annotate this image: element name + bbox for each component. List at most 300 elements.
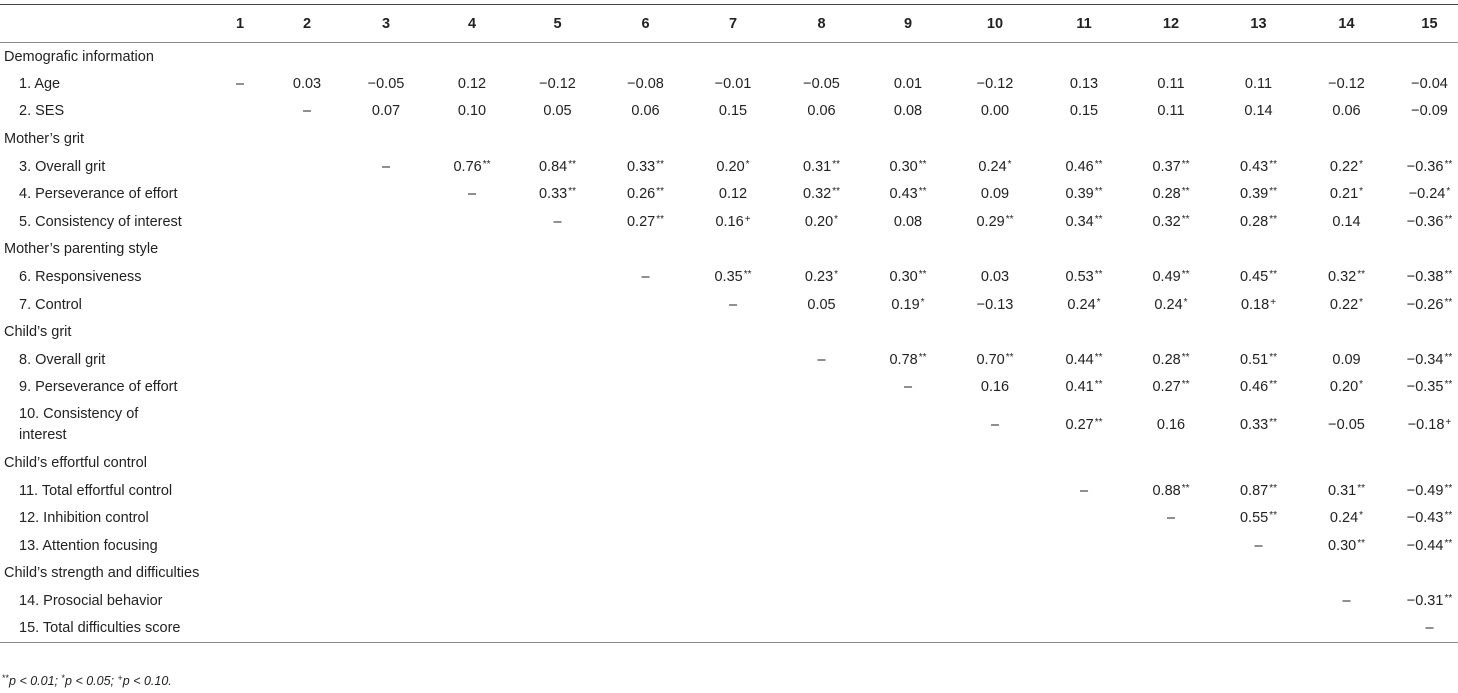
significance-mark: **: [656, 186, 665, 198]
correlation-value: −0.05: [803, 75, 840, 92]
significance-mark: **: [568, 158, 577, 170]
correlation-cell: [957, 374, 1033, 402]
section-label: Child’s effortful control: [4, 455, 147, 472]
correlation-cell: [1135, 477, 1207, 505]
footnote-text-2: p < 0.05;: [65, 674, 118, 688]
correlation-cell: [957, 504, 1033, 532]
correlation-cell: [784, 98, 859, 126]
correlation-cell: [957, 401, 1033, 449]
footnote-mark-1: **: [2, 673, 10, 683]
significance-mark: **: [918, 269, 927, 281]
correlation-value: –: [1254, 537, 1263, 554]
significance-mark: **: [1005, 351, 1014, 363]
correlation-value: 0.06: [807, 103, 836, 120]
correlation-cell: [1135, 346, 1207, 374]
correlation-cell: [859, 153, 957, 181]
correlation-value: 0.44: [1065, 351, 1094, 368]
significance-mark: **: [918, 351, 927, 363]
correlation-value: 0.03: [292, 75, 322, 92]
variable-label: 14. Prosocial behavior: [19, 592, 163, 609]
correlation-value: −0.34: [1406, 351, 1444, 368]
column-header: 14: [1310, 5, 1383, 43]
header-row: [0, 5, 1458, 43]
correlation-value: −0.13: [976, 296, 1014, 313]
section-row: [0, 236, 1458, 264]
correlation-cell: [334, 532, 438, 560]
correlation-cell: [1310, 401, 1383, 449]
correlation-value: 0.24: [978, 158, 1007, 175]
correlation-cell: [784, 153, 859, 181]
significance-mark: **: [1094, 186, 1103, 198]
row-label-cell: [0, 98, 200, 126]
correlation-value: 0.43: [1239, 158, 1269, 175]
correlation-cell: [334, 346, 438, 374]
row-label-cell: [0, 291, 200, 319]
significance-mark: **: [743, 269, 752, 281]
correlation-cell: [682, 477, 784, 505]
correlation-value: 0.11: [1157, 103, 1185, 120]
correlation-cell: [682, 70, 784, 98]
correlation-cell: [1383, 401, 1458, 449]
significance-mark: **: [1357, 482, 1366, 494]
correlation-cell: [609, 98, 682, 126]
significance-mark: *: [1446, 186, 1451, 198]
correlation-value: 0.01: [893, 75, 923, 92]
correlation-cell: [280, 291, 334, 319]
significance-mark: **: [1269, 417, 1278, 429]
correlation-cell: [334, 180, 438, 208]
correlation-value: −0.35: [1406, 379, 1444, 396]
correlation-value: −0.12: [1328, 75, 1365, 92]
correlation-cell: [280, 263, 334, 291]
correlation-cell: [957, 587, 1033, 615]
significance-mark: **: [1094, 417, 1103, 429]
correlation-value: 0.31: [1327, 482, 1357, 499]
correlation-value: 0.88: [1152, 482, 1181, 499]
significance-mark: **: [1181, 351, 1190, 363]
correlation-cell: [438, 615, 506, 643]
correlation-cell: [1033, 401, 1135, 449]
correlation-cell: [682, 208, 784, 236]
significance-mark: **: [1269, 269, 1278, 281]
correlation-cell: [859, 504, 957, 532]
significance-mark: **: [1094, 379, 1103, 391]
correlation-cell: [957, 615, 1033, 643]
correlation-value: 0.43: [889, 186, 918, 203]
correlation-value: 0.32: [1152, 213, 1181, 230]
correlation-cell: [859, 615, 957, 643]
correlation-cell: [1207, 587, 1310, 615]
correlation-cell: [784, 401, 859, 449]
correlation-value: 0.13: [1069, 75, 1099, 92]
correlation-value: 0.12: [718, 186, 748, 203]
correlation-cell: [506, 401, 609, 449]
correlation-cell: [1135, 374, 1207, 402]
correlation-value: 0.24: [1329, 510, 1359, 527]
significance-mark: **: [1444, 213, 1453, 225]
correlation-value: –: [1425, 620, 1434, 637]
correlation-value: 0.16: [1156, 417, 1186, 434]
significance-mark: **: [1181, 482, 1190, 494]
row-label-cell: [0, 477, 200, 505]
correlation-cell: [506, 477, 609, 505]
correlation-value: −0.24: [1408, 186, 1446, 203]
significance-mark: **: [1357, 269, 1366, 281]
correlation-cell: [784, 291, 859, 319]
correlation-value: −0.36: [1406, 213, 1444, 230]
variable-label: 1. Age: [19, 75, 61, 92]
column-header: 15: [1383, 5, 1458, 43]
correlation-cell: [1135, 180, 1207, 208]
correlation-cell: [1033, 208, 1135, 236]
variable-label: 13. Attention focusing: [19, 537, 158, 554]
correlation-cell: [280, 477, 334, 505]
correlation-cell: [438, 587, 506, 615]
correlation-cell: [280, 180, 334, 208]
correlation-value: 0.31: [802, 158, 832, 175]
correlation-value: 0.30: [1327, 537, 1357, 554]
correlation-value: 0.34: [1065, 213, 1094, 230]
significance-mark: **: [1269, 482, 1278, 494]
correlation-cell: [200, 153, 280, 181]
correlation-cell: [280, 98, 334, 126]
correlation-cell: [1207, 98, 1310, 126]
correlation-cell: [1207, 291, 1310, 319]
correlation-cell: [1135, 615, 1207, 643]
table-row: [0, 70, 1458, 98]
row-label-cell: [0, 374, 200, 402]
correlation-cell: [859, 98, 957, 126]
correlation-cell: [682, 401, 784, 449]
footnote-mark-3: +: [117, 673, 123, 683]
correlation-cell: [609, 263, 682, 291]
correlation-cell: [1310, 374, 1383, 402]
correlation-cell: [859, 401, 957, 449]
correlation-cell: [200, 346, 280, 374]
correlation-cell: [784, 374, 859, 402]
correlation-value: −0.26: [1406, 296, 1444, 313]
correlation-cell: [609, 401, 682, 449]
significance-mark: *: [1359, 510, 1364, 522]
significance-mark: **: [1444, 482, 1453, 494]
correlation-value: 0.09: [980, 186, 1010, 203]
correlation-value: 0.11: [1244, 75, 1273, 92]
variable-label: 15. Total difficulties score: [19, 620, 181, 637]
significance-mark: **: [1444, 537, 1453, 549]
table-row: [0, 346, 1458, 374]
correlation-value: 0.05: [807, 296, 836, 313]
correlation-cell: [1033, 346, 1135, 374]
correlation-cell: [280, 153, 334, 181]
significance-mark: **: [1269, 379, 1278, 391]
correlation-value: –: [467, 186, 477, 203]
correlation-cell: [682, 263, 784, 291]
column-header: 1: [200, 5, 280, 43]
correlation-value: 0.46: [1065, 158, 1094, 175]
correlation-value: 0.22: [1329, 296, 1359, 313]
correlation-value: 0.78: [889, 351, 918, 368]
significance-mark: **: [1444, 379, 1453, 391]
significance-mark: *: [1007, 158, 1012, 170]
correlation-cell: [859, 70, 957, 98]
correlation-cell: [200, 374, 280, 402]
correlation-cell: [609, 615, 682, 643]
significance-mark: +: [1270, 296, 1277, 308]
correlation-cell: [334, 477, 438, 505]
correlation-cell: [682, 587, 784, 615]
row-label-cell: [0, 70, 200, 98]
significance-mark: +: [744, 213, 751, 225]
significance-mark: **: [1444, 296, 1453, 308]
section-label: Mother’s parenting style: [4, 241, 159, 258]
correlation-cell: [1033, 70, 1135, 98]
correlation-cell: [1383, 532, 1458, 560]
significance-mark: **: [1269, 351, 1278, 363]
column-header: 4: [438, 5, 506, 43]
correlation-value: 0.53: [1065, 269, 1094, 286]
correlation-value: –: [1342, 592, 1351, 609]
correlation-cell: [200, 504, 280, 532]
correlation-cell: [784, 615, 859, 643]
correlation-cell: [1135, 153, 1207, 181]
correlation-cell: [784, 532, 859, 560]
footnote-text-3: p < 0.10.: [122, 674, 172, 688]
correlation-cell: [957, 291, 1033, 319]
variable-label: 5. Consistency of interest: [19, 213, 182, 230]
variable-label: 8. Overall grit: [19, 351, 106, 368]
correlation-cell: [438, 374, 506, 402]
correlation-cell: [334, 504, 438, 532]
correlation-cell: [438, 532, 506, 560]
variable-label: 4. Perseverance of effort: [19, 186, 178, 203]
table-row: [0, 153, 1458, 181]
correlation-cell: [1207, 504, 1310, 532]
variable-label: 3. Overall grit: [19, 158, 106, 175]
row-label-cell: [0, 587, 200, 615]
correlation-cell: [1033, 291, 1135, 319]
significance-mark: **: [1444, 510, 1453, 522]
correlation-value: 0.06: [1332, 103, 1361, 120]
correlation-value: 0.28: [1239, 213, 1269, 230]
variable-label: 12. Inhibition control: [19, 510, 149, 527]
correlation-cell: [1033, 615, 1135, 643]
correlation-cell: [438, 401, 506, 449]
variable-label: 7. Control: [19, 296, 82, 313]
correlation-value: –: [553, 213, 562, 230]
correlation-cell: [784, 70, 859, 98]
significance-mark: **: [1094, 269, 1103, 281]
correlation-cell: [609, 208, 682, 236]
section-label: Child’s strength and difficulties: [4, 565, 200, 582]
correlation-cell: [682, 153, 784, 181]
correlation-value: 0.00: [980, 103, 1010, 120]
correlation-cell: [1383, 291, 1458, 319]
table-row: [0, 180, 1458, 208]
correlation-cell: [438, 70, 506, 98]
row-label-cell: [0, 401, 200, 449]
correlation-value: 0.70: [976, 351, 1005, 368]
correlation-value: 0.39: [1239, 186, 1269, 203]
correlation-cell: [1207, 615, 1310, 643]
correlation-cell: [280, 70, 334, 98]
correlation-cell: [280, 532, 334, 560]
correlation-cell: [957, 208, 1033, 236]
correlation-value: −0.09: [1411, 103, 1448, 120]
variable-label: 2. SES: [19, 103, 65, 120]
table-row: [0, 263, 1458, 291]
significance-mark: *: [1359, 186, 1364, 198]
correlation-cell: [200, 70, 280, 98]
correlation-cell: [1310, 153, 1383, 181]
correlation-cell: [609, 70, 682, 98]
correlation-value: 0.03: [980, 269, 1010, 286]
correlation-cell: [200, 98, 280, 126]
correlation-cell: [1033, 153, 1135, 181]
significance-mark: **: [1444, 351, 1453, 363]
significance-mark: *: [1096, 296, 1101, 308]
correlation-value: 0.26: [626, 186, 656, 203]
row-label-cell: [0, 180, 200, 208]
correlation-value: 0.33: [538, 186, 568, 203]
correlation-cell: [1135, 208, 1207, 236]
section-row: [0, 43, 1458, 71]
correlation-value: 0.05: [543, 103, 572, 120]
correlation-cell: [506, 504, 609, 532]
correlation-cell: [200, 180, 280, 208]
correlation-cell: [438, 346, 506, 374]
correlation-cell: [280, 504, 334, 532]
correlation-cell: [609, 587, 682, 615]
correlation-value: 0.18: [1240, 296, 1270, 313]
correlation-value: 0.11: [1157, 75, 1185, 92]
correlation-cell: [506, 615, 609, 643]
correlation-cell: [609, 153, 682, 181]
row-label-cell: [0, 263, 200, 291]
correlation-cell: [1310, 180, 1383, 208]
correlation-cell: [682, 180, 784, 208]
column-header: 7: [682, 5, 784, 43]
correlation-cell: [957, 153, 1033, 181]
correlation-cell: [200, 615, 280, 643]
correlation-cell: [506, 180, 609, 208]
column-header: 11: [1033, 5, 1135, 43]
correlation-value: −0.44: [1406, 537, 1444, 554]
correlation-cell: [334, 587, 438, 615]
correlation-value: 0.23: [804, 269, 834, 286]
correlation-cell: [1310, 70, 1383, 98]
correlation-cell: [957, 346, 1033, 374]
correlation-value: 0.21: [1329, 186, 1359, 203]
footnote-text-1: p < 0.01;: [9, 674, 62, 688]
correlation-cell: [957, 263, 1033, 291]
correlation-cell: [859, 180, 957, 208]
correlation-cell: [1310, 504, 1383, 532]
correlation-cell: [506, 98, 609, 126]
correlation-value: 0.33: [1239, 417, 1269, 434]
correlation-value: 0.24: [1067, 296, 1096, 313]
correlation-value: 0.49: [1152, 269, 1181, 286]
correlation-cell: [1033, 504, 1135, 532]
correlation-cell: [438, 98, 506, 126]
correlation-cell: [438, 504, 506, 532]
correlation-cell: [609, 504, 682, 532]
correlation-cell: [682, 374, 784, 402]
significance-mark: *: [1359, 296, 1364, 308]
significance-mark: **: [656, 158, 665, 170]
correlation-cell: [1033, 180, 1135, 208]
correlation-value: 0.10: [457, 103, 487, 120]
correlation-cell: [1135, 532, 1207, 560]
correlation-value: 0.24: [1154, 296, 1183, 313]
correlation-cell: [280, 401, 334, 449]
footnote: [2, 673, 172, 688]
significance-mark: **: [568, 186, 577, 198]
correlation-value: 0.28: [1152, 351, 1181, 368]
correlation-value: 0.20: [1329, 379, 1359, 396]
significance-mark: **: [1181, 379, 1190, 391]
correlation-cell: [1383, 98, 1458, 126]
correlation-cell: [1135, 401, 1207, 449]
significance-mark: **: [1269, 213, 1278, 225]
table-row: [0, 208, 1458, 236]
correlation-value: 0.08: [893, 213, 923, 230]
correlation-value: 0.15: [718, 103, 748, 120]
correlation-value: −0.49: [1406, 482, 1444, 499]
correlation-cell: [1207, 180, 1310, 208]
correlation-cell: [1207, 153, 1310, 181]
correlation-value: −0.08: [627, 75, 664, 92]
correlation-cell: [1135, 70, 1207, 98]
correlation-value: –: [728, 296, 738, 313]
significance-mark: *: [834, 269, 839, 281]
correlation-cell: [859, 587, 957, 615]
correlation-cell: [957, 532, 1033, 560]
correlation-cell: [200, 208, 280, 236]
significance-mark: *: [1183, 296, 1188, 308]
significance-mark: +: [1445, 417, 1452, 429]
correlation-cell: [1310, 532, 1383, 560]
row-label-cell: [0, 208, 200, 236]
section-label: Mother’s grit: [4, 131, 85, 148]
correlation-cell: [1383, 208, 1458, 236]
significance-mark: **: [1094, 213, 1103, 225]
correlation-value: 0.15: [1069, 103, 1099, 120]
correlation-cell: [1310, 615, 1383, 643]
correlation-value: 0.19: [891, 296, 920, 313]
correlation-value: −0.12: [539, 75, 576, 92]
correlation-cell: [1310, 477, 1383, 505]
correlation-value: 0.51: [1239, 351, 1269, 368]
correlation-cell: [1135, 263, 1207, 291]
correlation-cell: [438, 291, 506, 319]
correlation-cell: [784, 504, 859, 532]
table-row: [0, 477, 1458, 505]
footnote-mark-2: *: [61, 673, 66, 683]
correlation-cell: [859, 208, 957, 236]
significance-mark: **: [918, 158, 927, 170]
correlation-cell: [1383, 70, 1458, 98]
significance-mark: **: [1269, 158, 1278, 170]
correlation-cell: [506, 346, 609, 374]
correlation-cell: [1033, 477, 1135, 505]
correlation-cell: [609, 532, 682, 560]
correlation-value: 0.46: [1239, 379, 1269, 396]
significance-mark: **: [1181, 213, 1190, 225]
correlation-value: −0.05: [1328, 417, 1365, 434]
column-header: 2: [280, 5, 334, 43]
correlation-cell: [200, 291, 280, 319]
correlation-cell: [334, 401, 438, 449]
